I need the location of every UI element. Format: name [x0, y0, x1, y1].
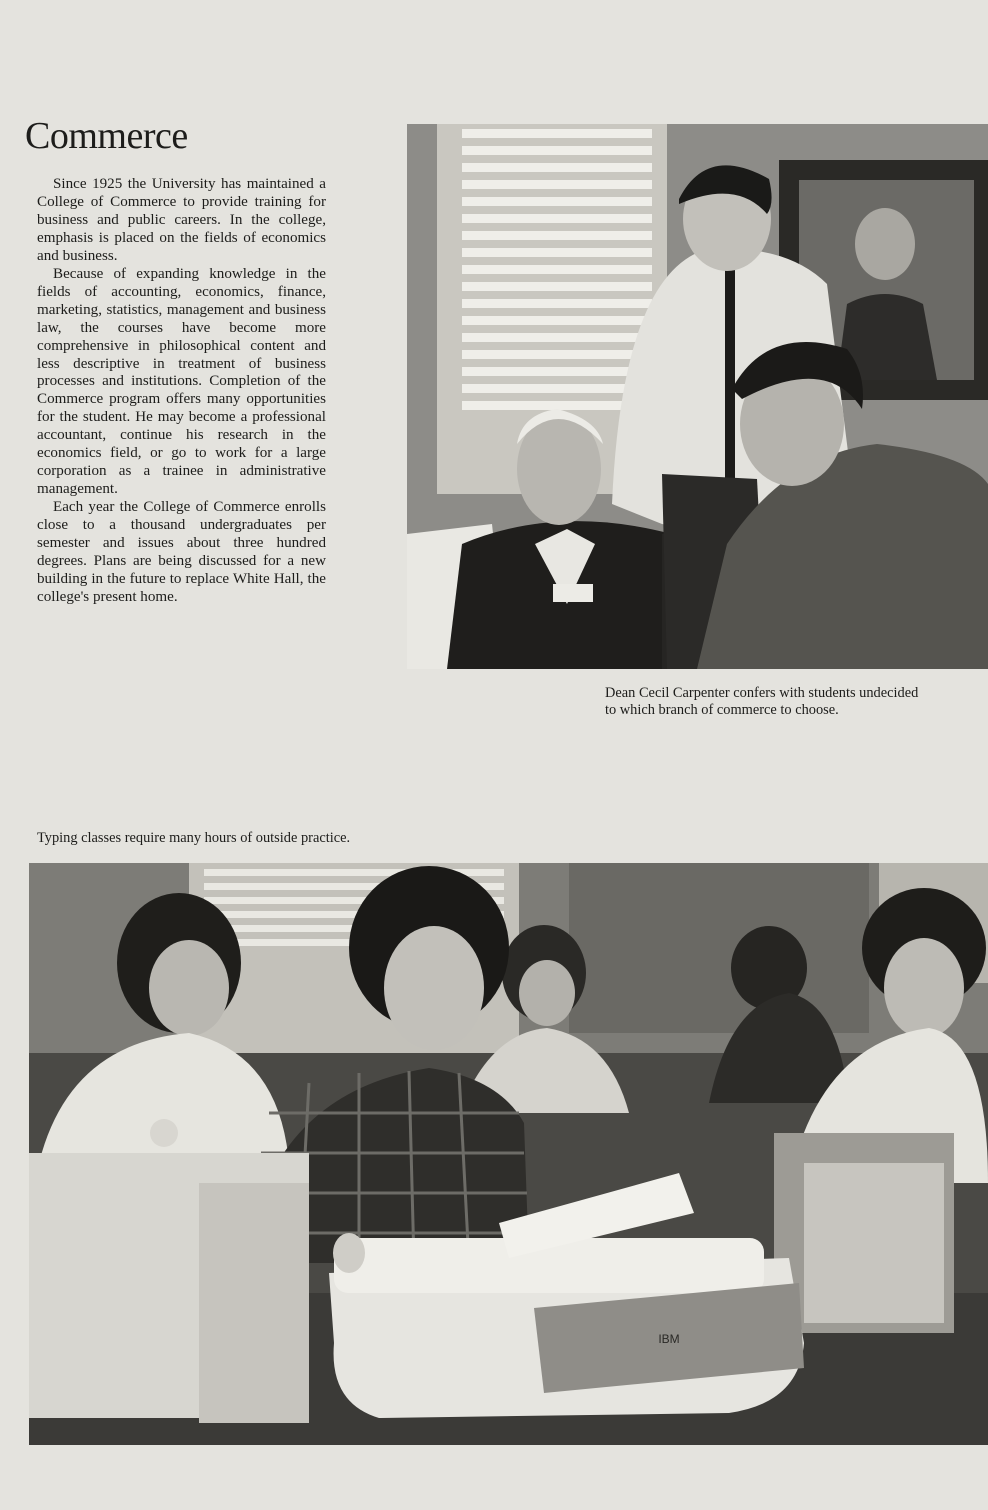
ibm-logo: IBM: [658, 1332, 680, 1346]
paragraph-3: Each year the College of Commerce enrolls close to a thousand undergraduates per semester and issues about three hundred degrees. Plans are being discussed for a new building in the future to replace White Hall, the college's present home.: [37, 499, 326, 605]
article-body: [37, 176, 326, 607]
typing-class-photo-image: [29, 863, 988, 1445]
dean-photo-caption-line-1: Dean Cecil Carpenter confers with students undecided: [605, 685, 919, 701]
dean-conference-photo-image: [407, 124, 988, 669]
dean-conference-photo: [407, 124, 988, 669]
page-title: Commerce: [25, 115, 188, 157]
typing-class-caption: Typing classes require many hours of outside practice.: [37, 830, 351, 846]
typing-class-photo: [29, 863, 988, 1445]
paragraph-2: Because of expanding knowledge in the fields of accounting, economics, finance, marketing, statistics, management and business law, the courses have become more comprehensive in philosophical content and less descriptive in treatment of business processes and institutions. Completion of the Commerce program offers many opportunities for the student. He may become a professional accountant, continue his research in the economics field, or go to work for a large corporation as a trainee in administrative management.: [37, 265, 326, 498]
dean-photo-caption: [605, 685, 988, 719]
dean-photo-caption-line-2: to which branch of commerce to choose.: [605, 702, 839, 718]
paragraph-1: Since 1925 the University has maintained a College of Commerce to provide training for business and public careers. In the college, emphasis is placed on the fields of economics and business.: [37, 176, 326, 264]
